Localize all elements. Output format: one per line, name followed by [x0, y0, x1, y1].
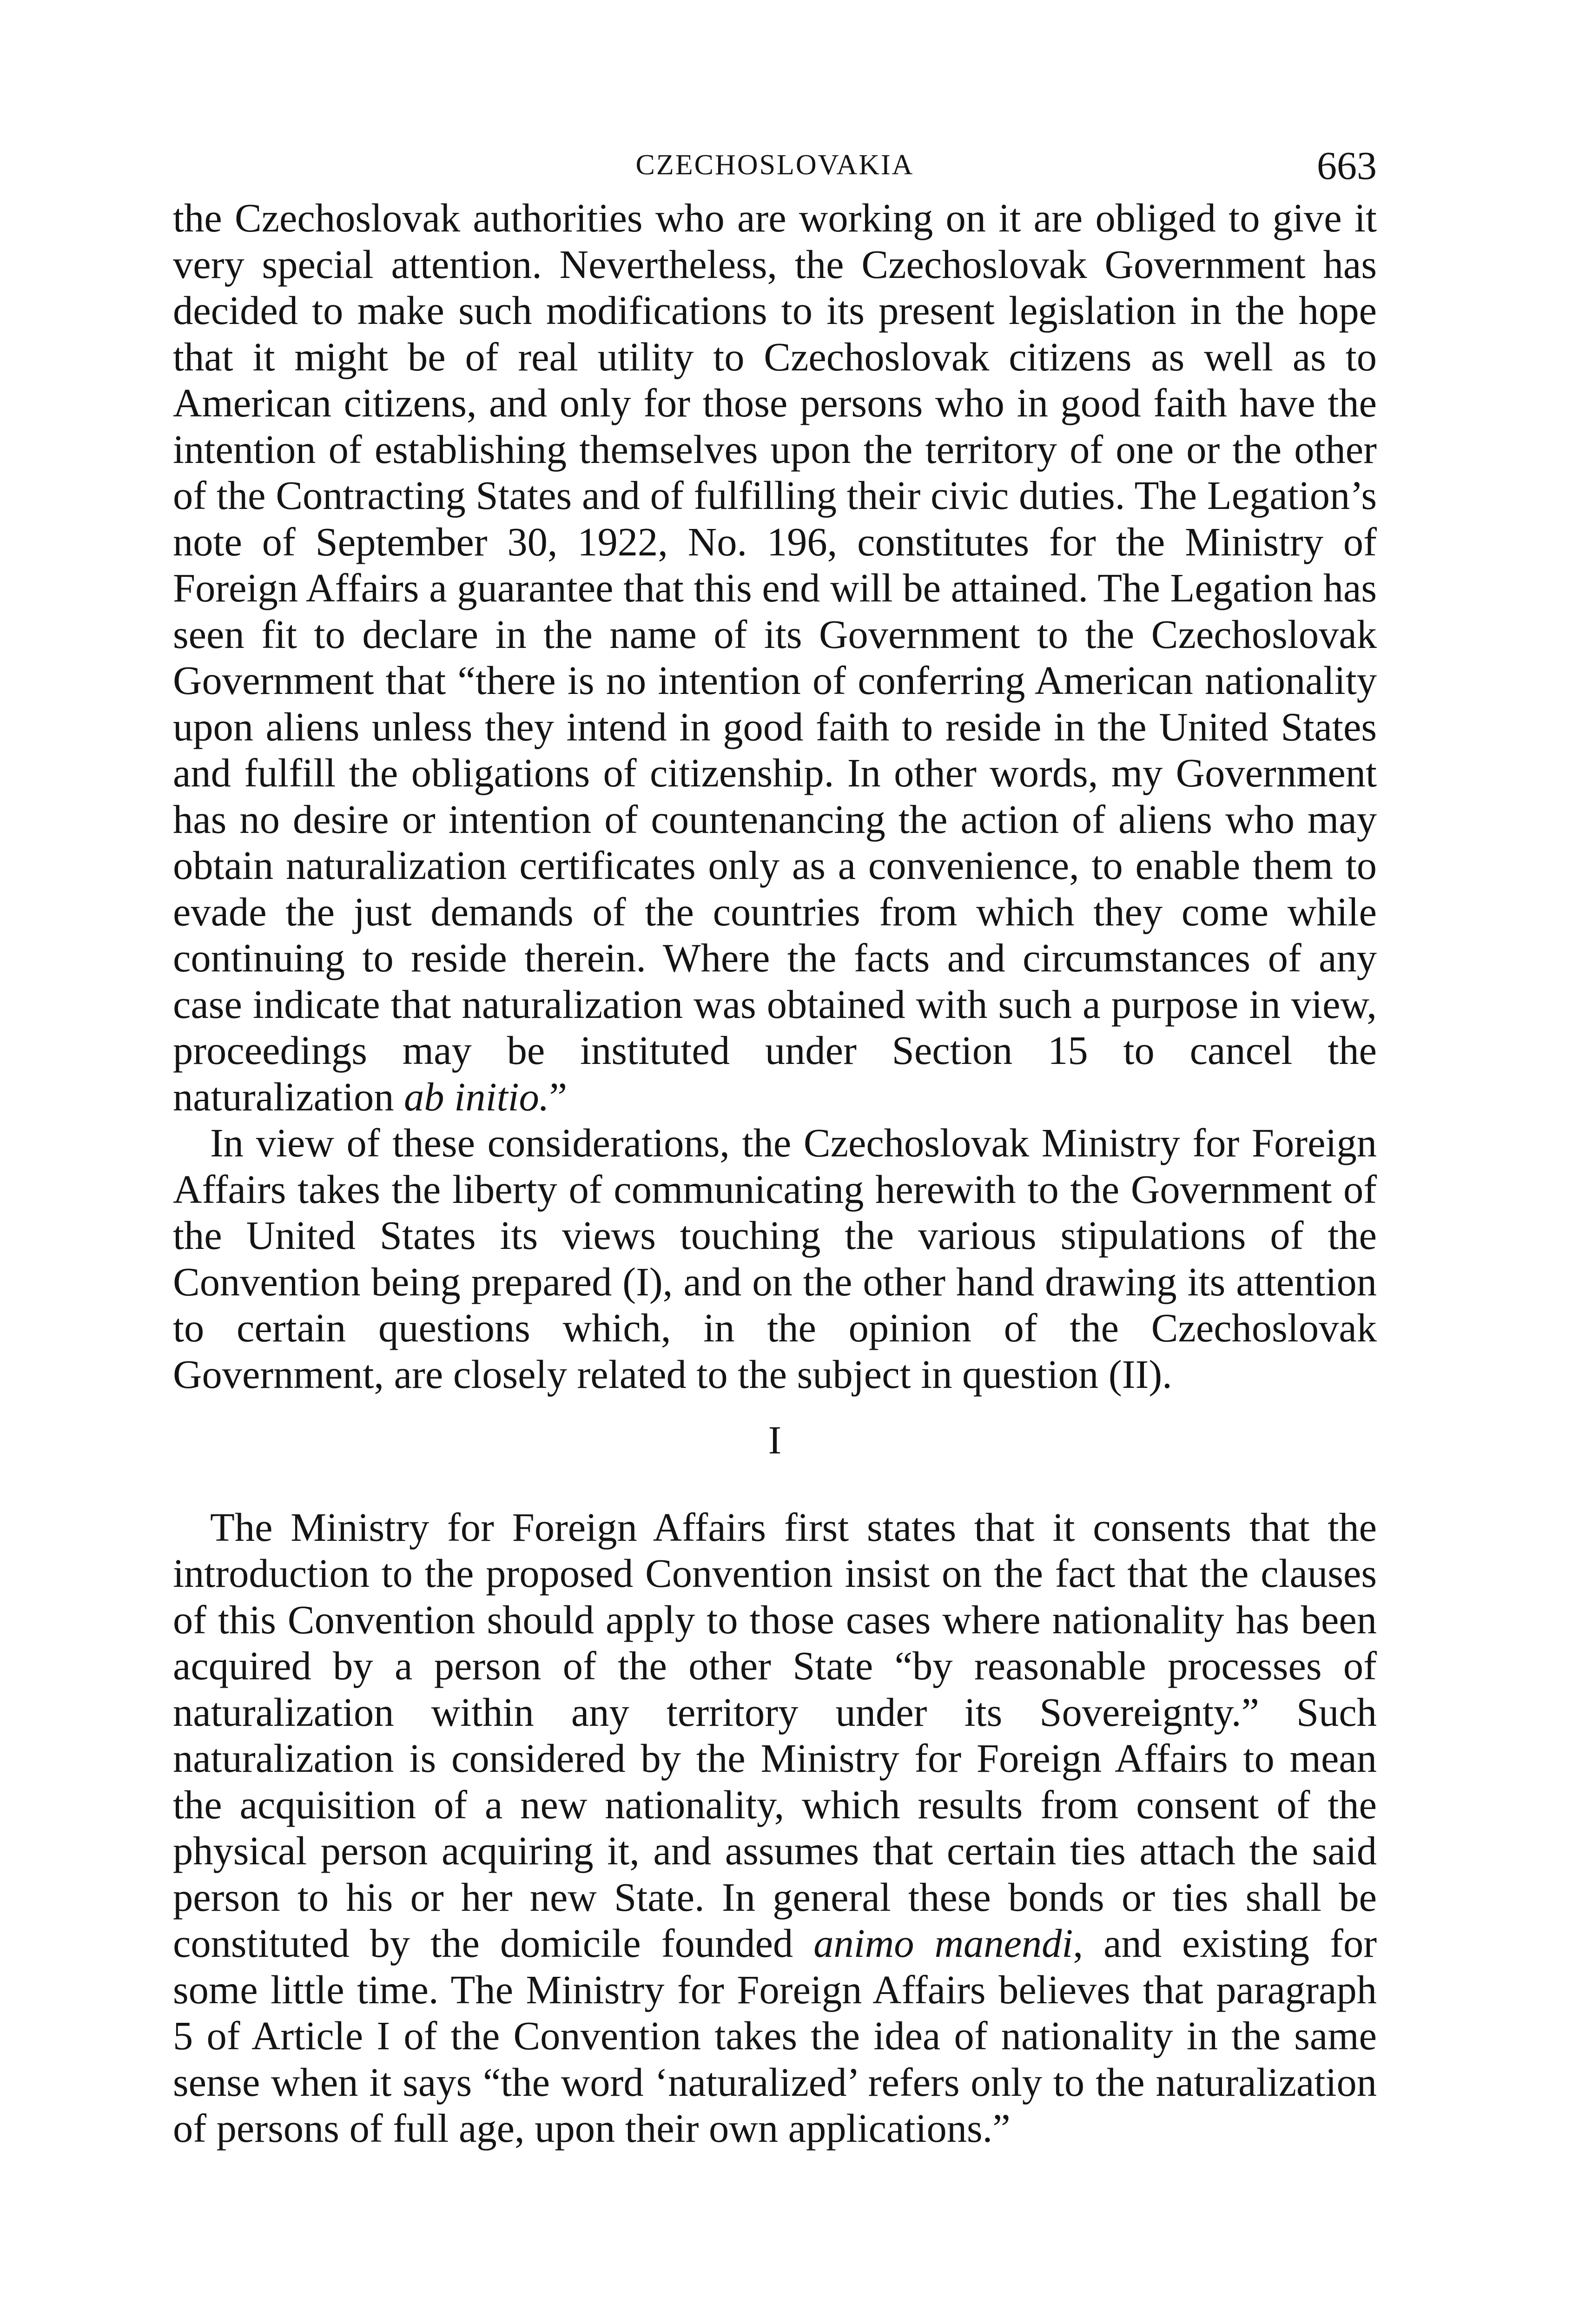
- italic-phrase: ab initio.: [404, 1074, 549, 1119]
- italic-phrase: animo manendi: [813, 1921, 1073, 1966]
- paragraph-text: , and existing for some little time. The Ministry for Foreign Affairs believes that paragraph 5 of Article I of the Convention takes the idea of nationality in the same sense when it says “the word ‘naturalized’ refers only to the naturalization of persons of full age, upon their own applications.”: [173, 1921, 1377, 2151]
- paragraph: [173, 1505, 1377, 2152]
- document-page: [173, 139, 1377, 2152]
- page-number: 663: [1317, 143, 1377, 188]
- running-header: [173, 139, 1377, 195]
- paragraph-text: the Czechoslovak authorities who are working on it are obliged to give it very special attention. Nevertheless, the Czechoslovak Government has decided to make such modifications to its present legislation in the hope that it might be of real utility to Czechoslovak citizens as well as to American citizens, and only for those persons who in good faith have the intention of establishing themselves upon the territory of one or the other of the Contracting States and of fulfilling their civic duties. The Legation’s note of September 30, 1922, No. 196, constitutes for the Ministry of Foreign Affairs a guarantee that this end will be attained. The Legation has seen fit to declare in the name of its Government to the Czechoslovak Government that “there is no intention of conferring American nationality upon aliens unless they intend in good faith to reside in the United States and fulfill the obligations of citizenship. In other words, my Government has no desire or intention of countenancing the action of aliens who may obtain naturalization certificates only as a convenience, to enable them to evade the just demands of the countries from which they come while continuing to reside therein. Where the facts and circumstances of any case indicate that naturalization was obtained with such a purpose in view, proceedings may be instituted under Section 15 to cancel the naturalization: [173, 196, 1377, 1119]
- paragraph-continued: [173, 195, 1377, 1120]
- paragraph-text: ”: [549, 1074, 567, 1119]
- running-title: CZECHOSLOVAKIA: [635, 149, 914, 181]
- section-heading: I: [768, 1418, 782, 1462]
- paragraph-text: The Ministry for Foreign Affairs first states that it consents that the introduction to the proposed Convention insist on the fact that the clauses of this Convention should apply to those cases where nationality has been acquired by a person of the other State “by reasonable processes of naturalization within any territory under its Sovereignty.” Such naturalization is considered by the Ministry for Foreign Affairs to mean the acquisition of a new nationality, which results from consent of the physical person acquiring it, and assumes that certain ties attach the said person to his or her new State. In general these bonds or ties shall be constituted by the domicile founded: [173, 1505, 1377, 1966]
- body-text: [173, 195, 1377, 2152]
- paragraph: In view of these considerations, the Czechoslovak Ministry for Foreign Affairs takes the liberty of communicating herewith to the Government of the United States its views touching the various stipulations of the Convention being prepared (I), and on the other hand drawing its attention to certain questions which, in the opinion of the Czechoslovak Government, are closely related to the subject in question (II).: [173, 1121, 1377, 1397]
